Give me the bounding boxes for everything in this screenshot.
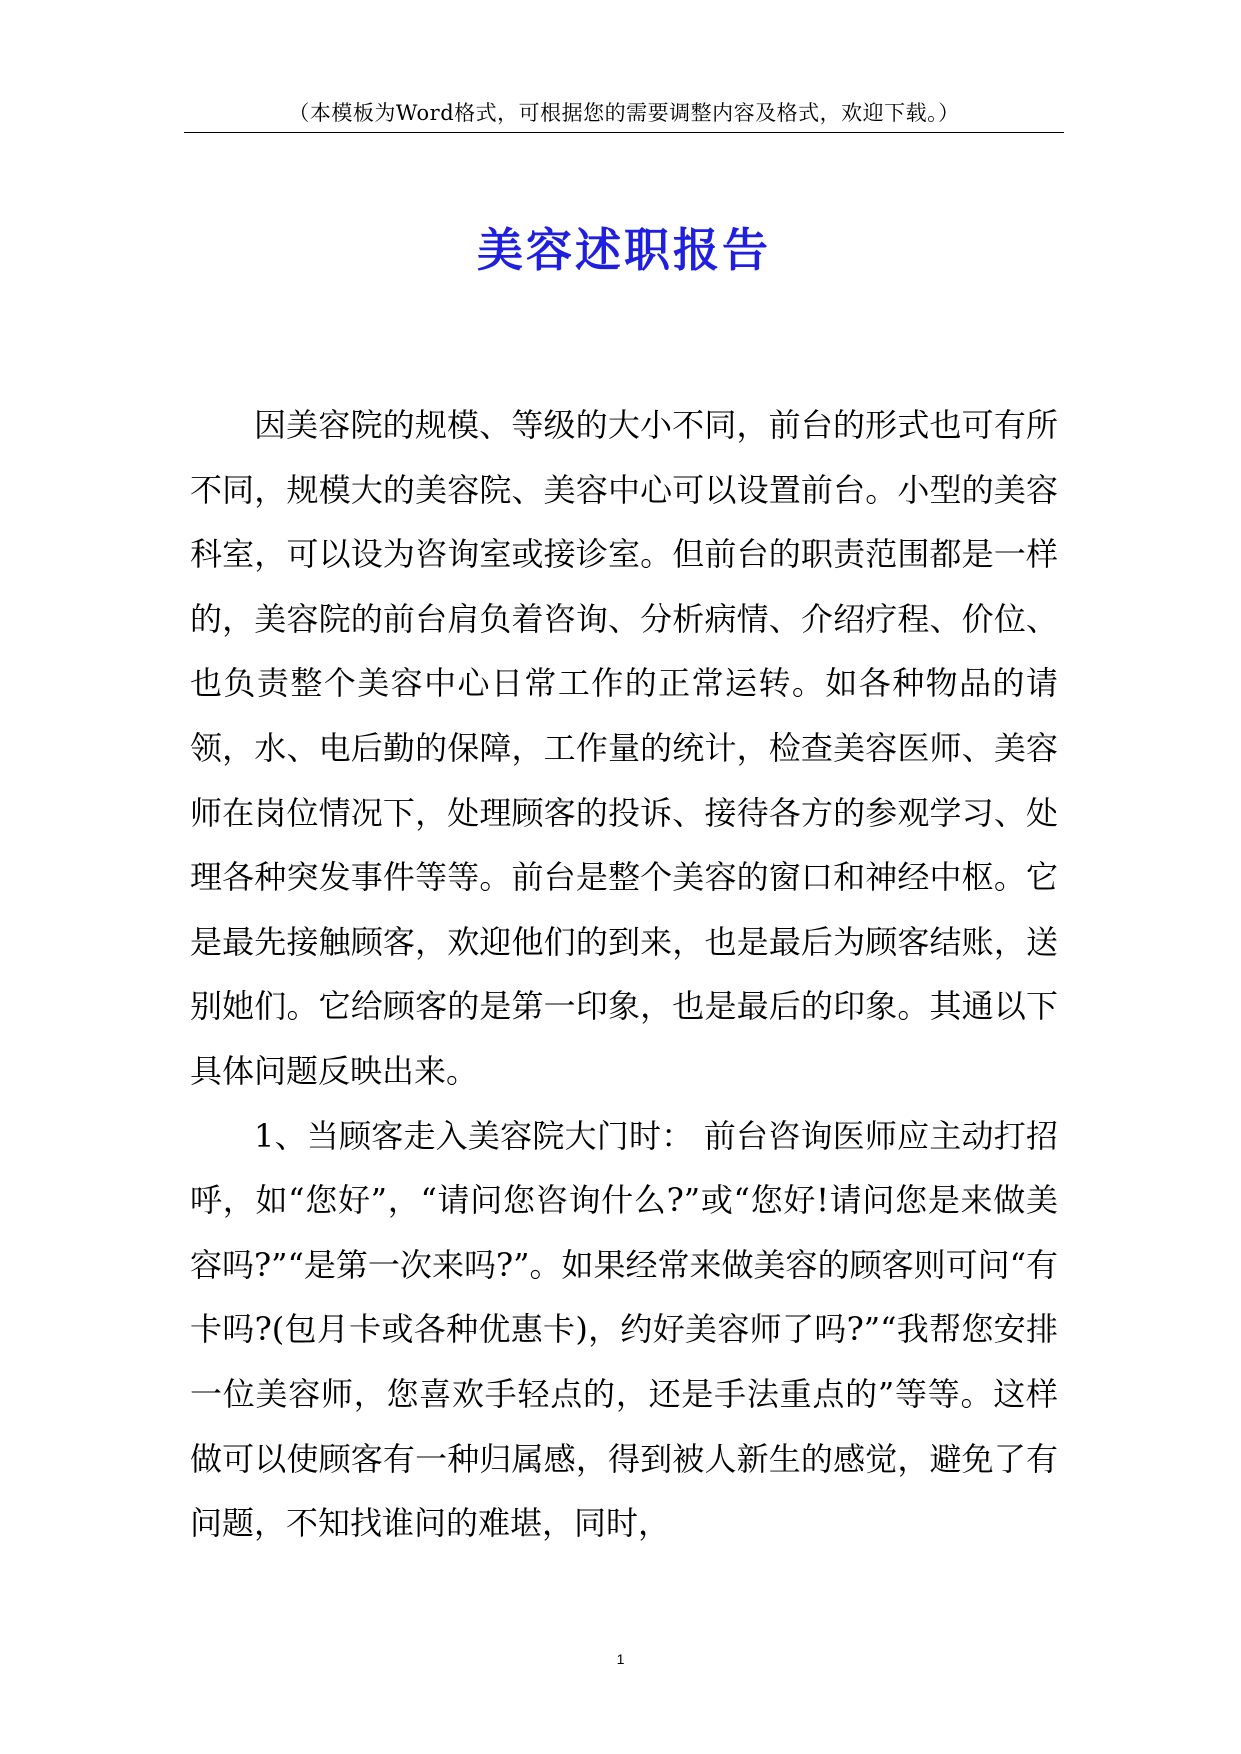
body-paragraph: 因美容院的规模、等级的大小不同，前台的形式也可有所不同，规模大的美容院、美容中心可以设置前台。小型的美容科室，可以设为咨询室或接诊室。但前台的职责范围都是一样的，美容院的前台肩负着咨询、分析病情、介绍疗程、价位、也负责整个美容中心日常工作的正常运转。如各种物品的请领，水、电后勤的保障，工作量的统计，检查美容医师、美容师在岗位情况下，处理顾客的投诉、接待各方的参观学习、处理各种突发事件等等。前台是整个美容的窗口和神经中枢。它是最先接触顾客，欢迎他们的到来，也是最后为顾客结账，送别她们。它给顾客的是第一印象，也是最后的印象。其通以下具体问题反映出来。 [190,406,1058,1090]
page-number: 1 [616,1651,625,1667]
document-body [190,393,1058,1556]
body-paragraph: 1、当顾客走入美容院大门时： 前台咨询医师应主动打招呼，如“您好”，“请问您咨询什么?”或“您好!请问您是来做美容吗?”“是第一次来吗?”。如果经常来做美容的顾客则可问“有卡吗?(包月卡或各种优惠卡)，约好美容师了吗?”“我帮您安排一位美容师，您喜欢手轻点的，还是手法重点的”等等。这样做可以使顾客有一种归属感，得到被人新生的感觉，避免了有问题，不知找谁问的难堪，同时， [190,1116,1058,1543]
page-header [184,100,1064,133]
document-title: 美容述职报告 [477,223,771,277]
template-note: （本模板为Word格式，可根据您的需要调整内容及格式，欢迎下载。） [288,101,960,125]
